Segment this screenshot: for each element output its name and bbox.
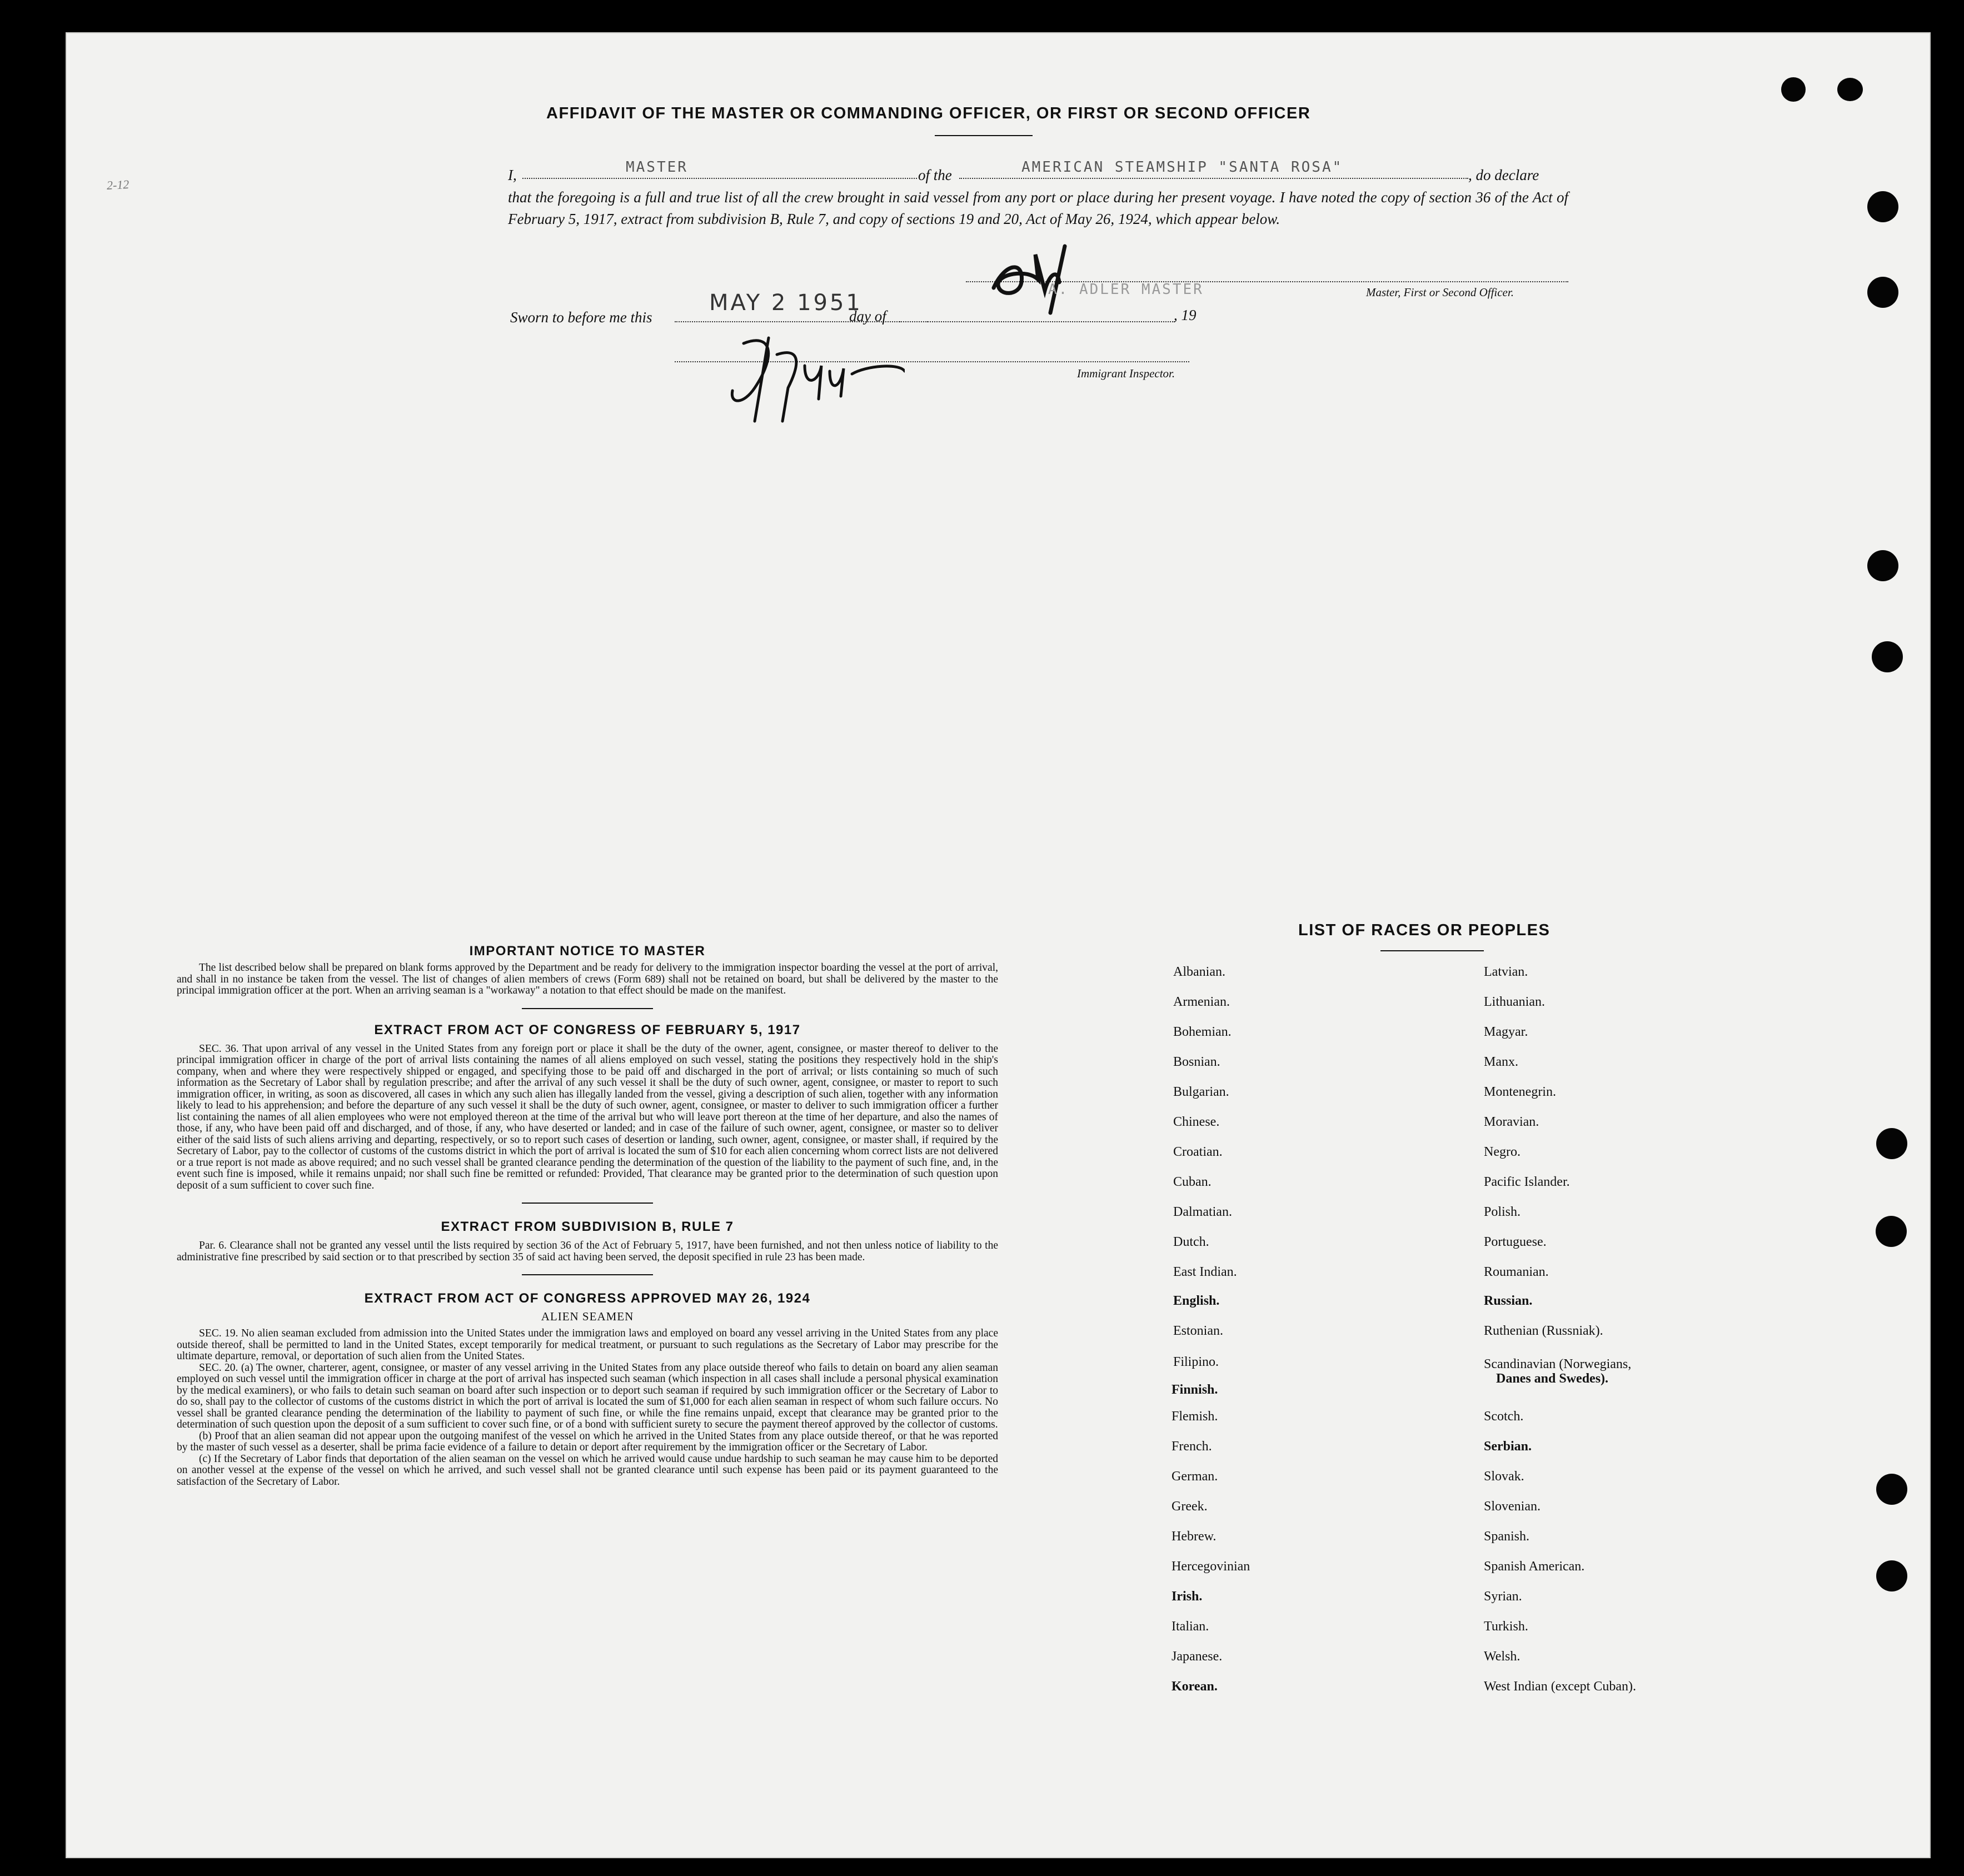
race-right-item: Russian.: [1484, 1294, 1533, 1308]
punch-hole: [1837, 78, 1863, 101]
race-right-item: Roumanian.: [1484, 1265, 1549, 1279]
race-left-item: Filipino.: [1173, 1355, 1219, 1369]
margin-mark: 2-12: [106, 177, 129, 193]
of-the-label: of the: [918, 167, 952, 183]
race-right-item: Pacific Islander.: [1484, 1175, 1570, 1189]
race-left-item: Finnish.: [1172, 1383, 1218, 1397]
race-left-item: Japanese.: [1172, 1649, 1223, 1664]
race-left-item: Bosnian.: [1173, 1055, 1220, 1069]
race-right-item: Syrian.: [1484, 1589, 1522, 1604]
race-right-item: Serbian.: [1484, 1439, 1532, 1454]
race-left-item: Chinese.: [1173, 1115, 1220, 1129]
extract-1924-sec20c: (c) If the Secretary of Labor finds that deportation of the alien seaman on the vessel on which he arrived would cause undue hardship to such seaman he may cause him to be deported on another vessel at the expense of the vessel on which he arrived, and such vessel shall not be granted clearance until such expense has been paid or its payment guaranteed to the satisfaction of the Secretary of Labor.: [177, 1453, 998, 1488]
section-rule: [522, 1008, 653, 1009]
race-right-item: Spanish.: [1484, 1529, 1530, 1544]
race-right-item: Spanish American.: [1484, 1559, 1585, 1574]
punch-hole: [1876, 1560, 1907, 1591]
inspector-caption: Immigrant Inspector.: [1077, 367, 1175, 380]
notice-title: IMPORTANT NOTICE TO MASTER: [469, 944, 706, 959]
race-left-item: Hebrew.: [1172, 1529, 1217, 1544]
race-left-item: Dutch.: [1173, 1235, 1209, 1249]
extract-rule7-body: Par. 6. Clearance shall not be granted any vessel until the lists required by section 36 of the Act of February 5, 1917, have been furnished, and not then unless notice of liability to the administrative fine prescribed by said section or to that prescribed by section 35 of said act having been served, the deposit specified in rule 23 has been made.: [177, 1240, 998, 1263]
affidavit-title: AFFIDAVIT OF THE MASTER OR COMMANDING OFFICER, OR FIRST OR SECOND OFFICER: [546, 104, 1311, 122]
race-right-item: Scotch.: [1484, 1409, 1524, 1424]
race-right-item: Ruthenian (Russniak).: [1484, 1324, 1603, 1338]
do-declare-label: , do declare: [1468, 167, 1539, 183]
race-right-item: Montenegrin.: [1484, 1085, 1556, 1099]
punch-hole: [1872, 641, 1903, 672]
punch-hole: [1876, 1474, 1907, 1505]
race-left-item: Korean.: [1172, 1679, 1218, 1694]
race-left-item: Bulgarian.: [1173, 1085, 1229, 1099]
i-label: I,: [508, 167, 517, 183]
race-left-item: Estonian.: [1173, 1324, 1223, 1338]
document-page: [66, 32, 1931, 1858]
vessel-name-line: [959, 178, 1468, 179]
race-right-item: Moravian.: [1484, 1115, 1539, 1129]
punch-hole: [1876, 1128, 1907, 1159]
extract-1924-title: EXTRACT FROM ACT OF CONGRESS APPROVED MAY 26, 1924: [364, 1291, 811, 1306]
officer-rank-value: MASTER: [626, 159, 688, 176]
race-left-item: East Indian.: [1173, 1265, 1237, 1279]
race-left-item: Dalmatian.: [1173, 1205, 1232, 1219]
notice-column: [177, 944, 998, 1488]
race-left-item: Bohemian.: [1173, 1025, 1232, 1039]
sworn-date-stamp: MAY 2 1951: [709, 290, 863, 316]
race-right-item: Slovak.: [1484, 1469, 1524, 1484]
year-prefix: , 19: [1174, 307, 1197, 323]
race-left-item: Italian.: [1172, 1619, 1209, 1634]
race-left-item: Armenian.: [1173, 995, 1230, 1009]
race-left-item: Croatian.: [1173, 1145, 1223, 1159]
race-right-item: Lithuanian.: [1484, 995, 1545, 1009]
race-left-item: Albanian.: [1173, 965, 1225, 979]
race-left-item: Greek.: [1172, 1499, 1208, 1514]
extract-1917-title: EXTRACT FROM ACT OF CONGRESS OF FEBRUARY 5, 1917: [374, 1022, 801, 1037]
vessel-name-value: AMERICAN STEAMSHIP "SANTA ROSA": [1021, 159, 1343, 176]
race-left-item: English.: [1173, 1294, 1220, 1308]
race-left-item: German.: [1172, 1469, 1218, 1484]
officer-signature: [983, 229, 1083, 318]
extract-1924-sec19: SEC. 19. No alien seaman excluded from admission into the United States under the immigration laws and employed on board any vessel arriving in the United States from any place outside thereof, shall be permitted to land in the United States, except temporarily for medical treatment, or pursuant to such regulations as the Secretary of Labor may prescribe for the ultimate departure, removal, or deportation of such alien from the United States.: [177, 1328, 998, 1362]
officer-rank-line: [522, 178, 917, 179]
extract-1924-sec20a: SEC. 20. (a) The owner, charterer, agent, consignee, or master of any vessel arriving in the United States from any place outside thereof who fails to detain on board any alien seaman employed on such vessel until the immigration officer in charge at the port of arrival has inspected such seaman (which inspection in all cases shall include a personal physical examination by the medical examiners), or who fails to detain such seaman on board after such inspection or to deport such seaman if required by such immigration officer or the Secretary of Labor to do so, shall pay to the collector of customs of the customs district in which the port of arrival is located the sum of $1,000 for each alien seaman in respect of whom such failure occurs. No vessel shall be granted clearance pending the determination of the liability to payment of such fine, or while the fine remains unpaid, except that clearance may be granted prior to the determination of such question upon the deposit of a sum sufficient to cover such fine, or of a bond with sufficient surety to secure the payment thereof approved by the collector of customs.: [177, 1361, 998, 1430]
race-right-item: Slovenian.: [1484, 1499, 1541, 1514]
race-right-item: Magyar.: [1484, 1025, 1528, 1039]
race-left-item: French.: [1172, 1439, 1212, 1454]
race-left-item: Cuban.: [1173, 1175, 1212, 1189]
day-of-label: day of: [849, 308, 886, 325]
race-right-item: Polish.: [1484, 1205, 1521, 1219]
declaration-text: that the foregoing is a full and true list of all the crew brought in said vessel from any port or place during her present voyage. I have noted the copy of section 36 of the Act of February 5, 1917, extract from subdivision B, Rule 7, and copy of sections 19 and 20, Act of May 26, 1924, which appear below.: [508, 189, 1568, 227]
extract-1924-subtitle: ALIEN SEAMEN: [541, 1310, 634, 1323]
section-rule: [522, 1203, 653, 1204]
race-right-item: Scandinavian (Norwegians,: [1484, 1357, 1632, 1371]
punch-hole: [1867, 191, 1898, 222]
title-rule: [935, 135, 1033, 136]
punch-hole: [1867, 550, 1898, 581]
inspector-signature: [721, 321, 905, 427]
race-right-item: Manx.: [1484, 1055, 1518, 1069]
extract-1917-body: SEC. 36. That upon arrival of any vessel in the United States from any foreign port or place it shall be the duty of the owner, agent, consignee, or master thereof to deliver to the principal immigration officer in charge of the port of arrival lists containing the names of all aliens employed on such vessel, stating the positions they respectively hold in the ship's company, when and where they were respectively shipped or engaged, and specifying those to be paid off and discharged in the port of arrival; or lists containing so much of such information as the Secretary of Labor shall by regulation prescribe; and after the arrival of any such vessel it shall be the duty of such owner, agent, consignee, or master to report to such immigration officer, in writing, as soon as discovered, all cases in which any such alien has illegally landed from the vessel, giving a description of such alien, together with any information likely to lead to his apprehension; and before the departure of any such vessel it shall be the duty of such owner, agent, consignee, or master to deliver to such immigration officer a further list containing the names of all alien employees who were not employed thereon at the time of the arrival but who will leave port thereon at the time of her departure, and also the names of those, if any, who have been paid off and discharged, and of those, if any, who have deserted or landed; and in case of the failure of such owner, agent, consignee, or master so to deliver either of the said lists of such aliens arriving and departing, respectively, or so to report such cases of desertion or landing, such owner, agent, consignee, or master shall, if required by the Secretary of Labor, pay to the collector of customs of the customs district in which the port of arrival is located the sum of $10 for each alien concerning whom correct lists are not delivered or a true report is not made as above required; and no such vessel shall be granted clearance pending the determination of the question of the liability to the payment of such fine, and, in the event such fine is imposed, while it remains unpaid; nor shall such fine be remitted or refunded: Provided, That clearance may be granted prior to the determination of such question upon deposit of a sum sufficient to cover such fine.: [177, 1042, 998, 1191]
races-title: LIST OF RACES OR PEOPLES: [1298, 921, 1551, 939]
notice-body: The list described below shall be prepared on blank forms approved by the Department and be ready for delivery to the immigration inspector boarding the vessel at the port of arrival, and shall in no instance be taken from the vessel. The list of changes of alien members of crews (Form 689) shall not be retained on board, but shall be delivered by the master to the principal immigration officer at the port. When an arriving seaman is a "workaway" a notation to that effect should be made on the manifest.: [177, 962, 998, 996]
race-left-item: Flemish.: [1172, 1409, 1218, 1424]
race-right-item: Portuguese.: [1484, 1235, 1547, 1249]
race-left-item: Irish.: [1172, 1589, 1203, 1604]
sworn-label: Sworn to before me this: [510, 309, 652, 326]
officer-caption: Master, First or Second Officer.: [1366, 286, 1514, 299]
punch-hole: [1867, 277, 1898, 308]
races-title-rule: [1380, 950, 1484, 951]
punch-hole: [1781, 77, 1806, 102]
month-line: [899, 321, 1175, 322]
extract-rule7-title: EXTRACT FROM SUBDIVISION B, RULE 7: [441, 1219, 734, 1234]
race-right-item: Negro.: [1484, 1145, 1521, 1159]
punch-hole: [1876, 1216, 1907, 1247]
extract-1924-sec20b: (b) Proof that an alien seaman did not appear upon the outgoing manifest of the vessel on which he arrived in the United States from any place outside thereof, or that he was reported by the master of such vessel as a deserter, shall be prima facie evidence of a failure to detain or deport after requirement by the immigration officer or the Secretary of Labor.: [177, 1430, 998, 1453]
race-left-item: Hercegovinian: [1172, 1559, 1250, 1574]
race-right-item: Latvian.: [1484, 965, 1528, 979]
race-right-item: Danes and Swedes).: [1496, 1371, 1609, 1386]
race-right-item: Turkish.: [1484, 1619, 1528, 1634]
section-rule: [522, 1274, 653, 1275]
officer-signature-typed: A. ADLER MASTER: [1048, 281, 1204, 298]
race-right-item: Welsh.: [1484, 1649, 1521, 1664]
race-right-item: West Indian (except Cuban).: [1484, 1679, 1636, 1694]
